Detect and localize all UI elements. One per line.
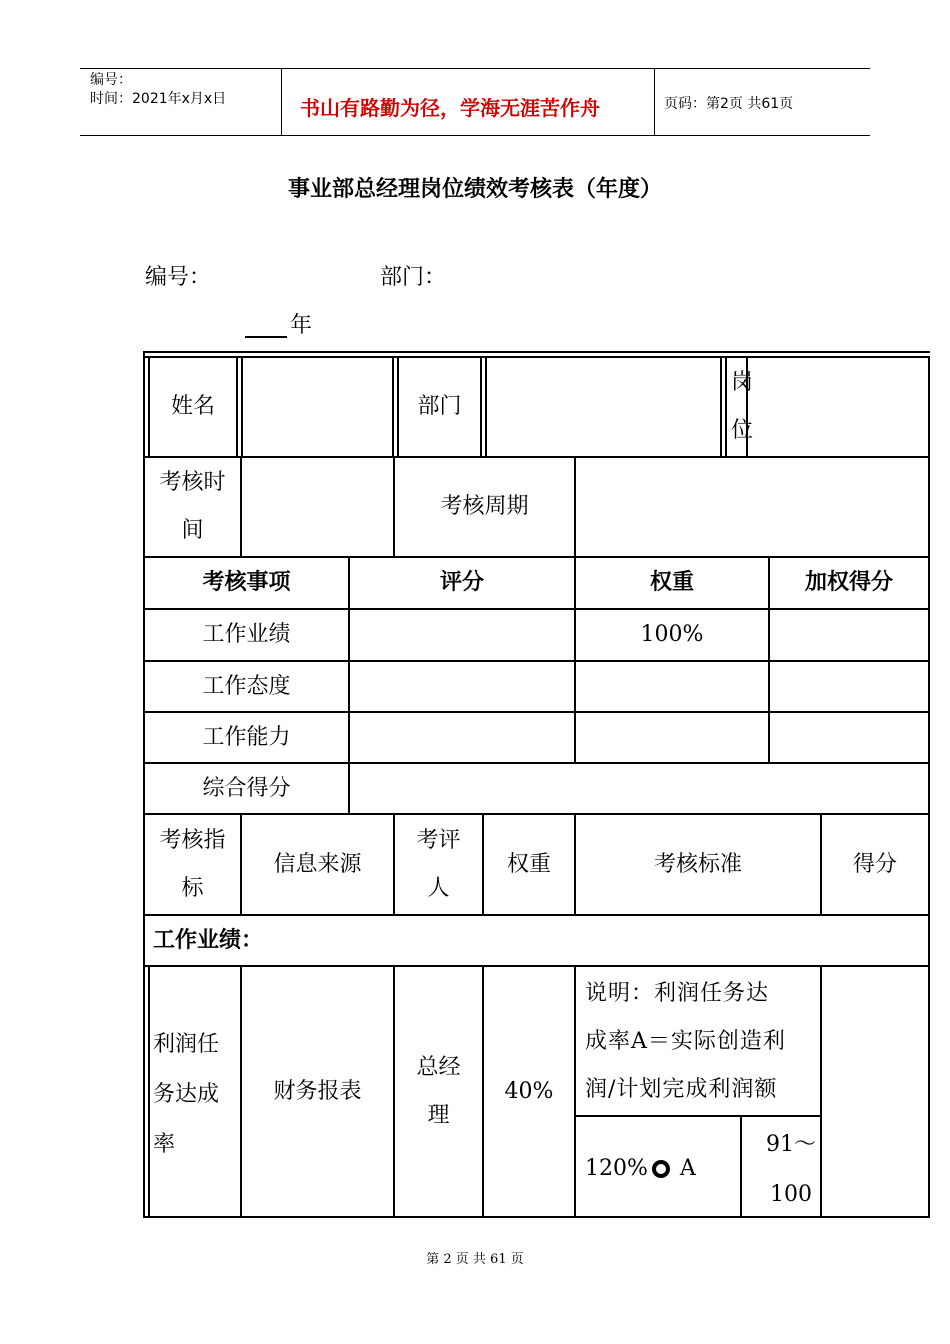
profit-standard-note — [585, 970, 786, 1114]
name-label: 姓名 — [170, 394, 215, 419]
profit-score-range-line: 100 — [770, 1182, 812, 1207]
col-header-source: 信息来源 — [273, 851, 362, 877]
circle-bullet-icon — [652, 1160, 670, 1178]
name-value-field[interactable] — [243, 358, 392, 456]
department-value-field[interactable] — [487, 358, 720, 456]
department-label: 部门： — [380, 265, 447, 290]
assessment-period-label: 考核周期 — [440, 494, 529, 519]
header-page-info: 页码：第2页 共61页 — [664, 96, 794, 112]
profit-score-range — [742, 1120, 820, 1220]
col-header-evaluator — [395, 815, 482, 914]
profit-evaluator-line: 理 — [427, 1102, 450, 1128]
profit-evaluator-line: 总经 — [416, 1054, 461, 1080]
total-score-label: 综合得分 — [202, 775, 291, 801]
col-header-indicator-line: 考核指 — [159, 827, 226, 853]
table-rule — [820, 965, 822, 1218]
col-header-item: 考核事项 — [202, 570, 291, 595]
header-motto: 书山有路勤为径，学海无涯苦作舟 — [300, 96, 600, 120]
col-header-evaluator-line: 人 — [427, 875, 450, 901]
col-header-weighted-score: 加权得分 — [804, 570, 893, 595]
number-label: 编号： — [145, 265, 212, 290]
profit-standard-note-line: 说明：利润任务达 — [585, 981, 770, 1006]
year-blank-underline — [245, 336, 287, 338]
summary-row-item: 工作能力 — [202, 724, 291, 750]
assessment-time-label — [145, 458, 240, 556]
department-label: 部门 — [417, 394, 462, 419]
profit-evaluator — [395, 967, 482, 1216]
table-rule — [574, 965, 576, 1218]
table-rule — [480, 356, 482, 456]
section-label: 工作业绩： — [153, 928, 264, 953]
profit-standard-note-line: 润/计划完成利润额 — [585, 1077, 778, 1102]
assessment-period-field[interactable] — [576, 458, 928, 556]
table-rule — [148, 965, 150, 1218]
profit-indicator-line: 率 — [153, 1132, 176, 1157]
col-header-indicator — [145, 815, 240, 914]
summary-row-weight: 100% — [640, 622, 704, 647]
profit-standard-note-line: 成率A＝实际创造利 — [585, 1029, 786, 1054]
profit-weight: 40% — [504, 1078, 554, 1104]
profit-source: 财务报表 — [273, 1078, 362, 1104]
assessment-time-field[interactable] — [242, 458, 393, 556]
summary-row-item: 工作业绩 — [202, 622, 291, 647]
col-header-weight: 权重 — [649, 570, 694, 595]
col-header-standard: 考核标准 — [653, 851, 742, 877]
table-rule — [928, 356, 930, 1218]
profit-score-range-line: 91～ — [766, 1132, 816, 1157]
document-title: 事业部总经理岗位绩效考核表（年度） — [287, 177, 662, 202]
col-header-evaluator-line: 考评 — [416, 827, 461, 853]
col-header-weight: 权重 — [506, 851, 551, 877]
profit-level-value: 120% — [585, 1156, 648, 1181]
table-rule — [574, 1115, 820, 1117]
col-header-score: 得分 — [852, 851, 897, 877]
year-label: 年 — [290, 313, 313, 338]
profit-indicator-line: 利润任 — [153, 1032, 220, 1057]
header-divider — [654, 68, 655, 136]
table-rule — [143, 351, 930, 353]
assessment-time-line: 考核时 — [159, 470, 226, 495]
header-time-label: 时间：2021年x月x日 — [90, 91, 227, 107]
page-footer: 第 2 页 共 61 页 — [426, 1252, 524, 1267]
profit-indicator-line: 务达成 — [153, 1082, 220, 1107]
profit-indicator — [153, 1020, 219, 1170]
post-value-field[interactable] — [762, 358, 928, 456]
post-label-line: 岗 — [730, 370, 753, 395]
col-header-score: 评分 — [439, 570, 484, 595]
post-label — [722, 358, 762, 456]
profit-level-grade: A — [679, 1156, 696, 1181]
header-divider — [281, 68, 282, 136]
table-rule — [236, 356, 238, 456]
profit-level-line — [585, 1145, 696, 1193]
table-rule — [392, 356, 394, 456]
header-number-label: 编号： — [90, 72, 132, 88]
summary-row-item: 工作态度 — [202, 673, 291, 699]
post-label-line: 位 — [730, 418, 753, 443]
assessment-time-line: 间 — [181, 518, 204, 543]
header-top-rule — [80, 68, 870, 69]
col-header-indicator-line: 标 — [181, 875, 204, 901]
header-bottom-rule — [80, 135, 870, 136]
